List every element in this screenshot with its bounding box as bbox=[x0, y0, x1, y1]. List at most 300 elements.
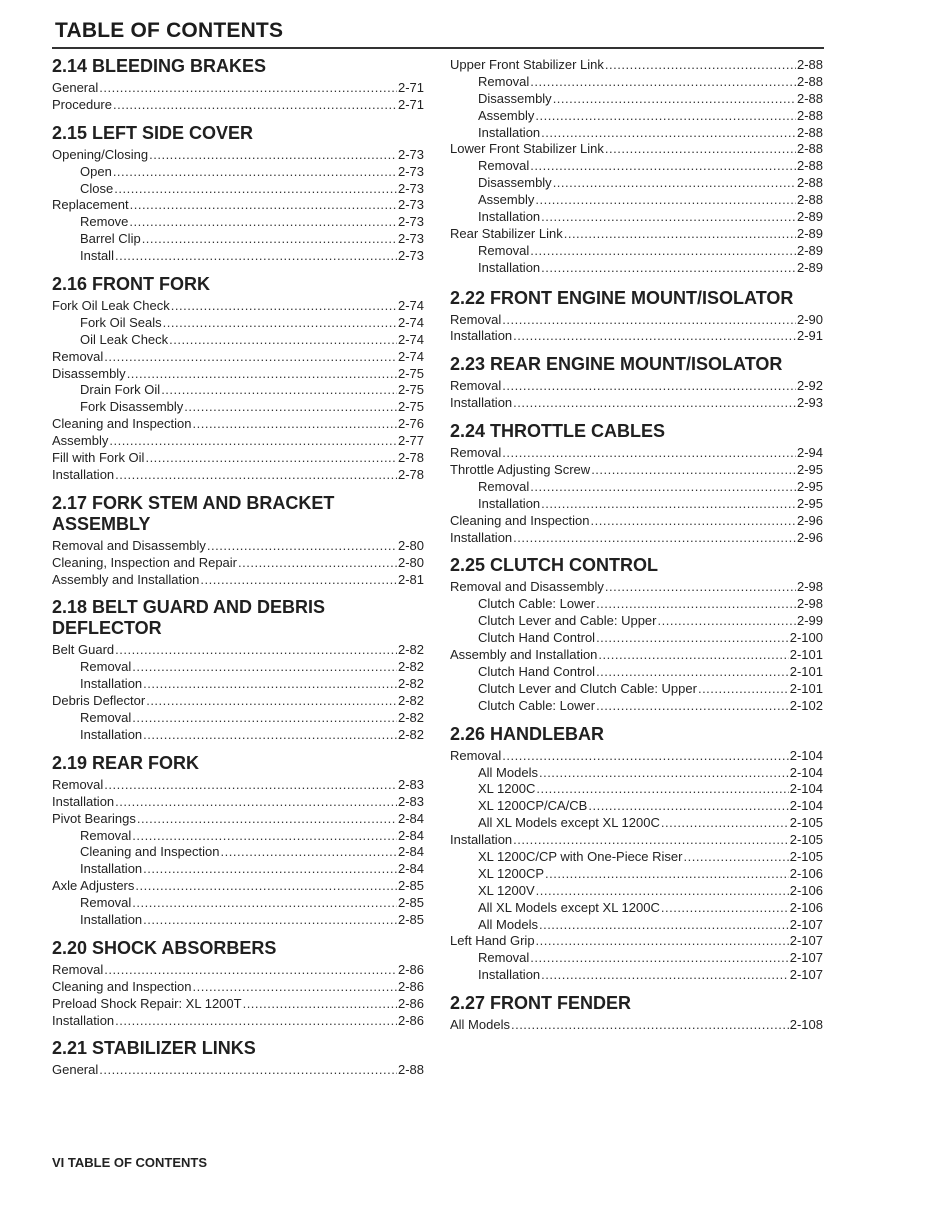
toc-entry[interactable] bbox=[450, 967, 823, 984]
toc-entry-page: 2-107 bbox=[789, 933, 823, 949]
section-heading: 2.23 REAR ENGINE MOUNT/ISOLATOR bbox=[450, 354, 783, 375]
toc-entry[interactable] bbox=[450, 866, 823, 883]
toc-entry[interactable] bbox=[450, 933, 823, 950]
toc-entry-title: Oil Leak Check bbox=[80, 331, 169, 347]
dot-leader bbox=[99, 80, 397, 97]
toc-entry-title: XL 1200C/CP with One-Piece Riser bbox=[478, 848, 683, 864]
dot-leader bbox=[132, 828, 397, 845]
toc-entry-page: 2-83 bbox=[397, 793, 424, 809]
toc-entry[interactable] bbox=[450, 698, 823, 715]
dot-leader bbox=[553, 175, 796, 192]
toc-entry[interactable] bbox=[450, 765, 823, 782]
toc-section-2-26-handlebar bbox=[450, 724, 823, 984]
toc-entry-page: 2-78 bbox=[397, 466, 424, 482]
toc-entry-page: 2-88 bbox=[796, 141, 823, 157]
toc-entry-page: 2-81 bbox=[397, 571, 424, 587]
toc-entry-page: 2-78 bbox=[397, 450, 424, 466]
toc-entry-page: 2-93 bbox=[796, 395, 823, 411]
toc-entry[interactable] bbox=[52, 676, 424, 693]
toc-entry[interactable] bbox=[450, 496, 823, 513]
section-heading: 2.20 SHOCK ABSORBERS bbox=[52, 937, 277, 958]
toc-entry-page: 2-75 bbox=[397, 382, 424, 398]
toc-entry-page: 2-74 bbox=[397, 298, 424, 314]
toc-entry[interactable] bbox=[52, 811, 424, 828]
toc-entry[interactable] bbox=[52, 382, 424, 399]
toc-entry-page: 2-76 bbox=[397, 416, 424, 432]
dot-leader bbox=[143, 727, 397, 744]
dot-leader bbox=[243, 996, 397, 1013]
toc-entry[interactable] bbox=[450, 479, 823, 496]
toc-entry-page: 2-74 bbox=[397, 348, 424, 364]
toc-entry-title: Cleaning and Inspection bbox=[80, 844, 220, 860]
dot-leader bbox=[598, 647, 788, 664]
toc-entry-title: Replacement bbox=[52, 197, 129, 213]
section-heading: 2.22 FRONT ENGINE MOUNT/ISOLATOR bbox=[450, 287, 794, 308]
toc-entry-page: 2-74 bbox=[397, 314, 424, 330]
toc-entry[interactable] bbox=[52, 450, 424, 467]
toc-entry[interactable] bbox=[52, 97, 424, 114]
toc-entry-page: 2-86 bbox=[397, 961, 424, 977]
toc-entry-title: Fork Oil Leak Check bbox=[52, 298, 170, 314]
dot-leader bbox=[163, 315, 397, 332]
toc-entry-title: Removal and Disassembly bbox=[450, 579, 604, 595]
dot-leader bbox=[502, 378, 796, 395]
toc-entry[interactable] bbox=[52, 693, 424, 710]
toc-entry-title: Removal bbox=[478, 478, 530, 494]
toc-entry-title: Disassembly bbox=[478, 175, 552, 191]
toc-entry[interactable] bbox=[450, 950, 823, 967]
toc-entry[interactable] bbox=[450, 445, 823, 462]
toc-entry[interactable] bbox=[52, 996, 424, 1013]
toc-section-2-20-shock-absorbers bbox=[52, 938, 424, 1030]
toc-entry[interactable] bbox=[450, 158, 823, 175]
toc-entry[interactable] bbox=[52, 181, 424, 198]
toc-entry[interactable] bbox=[450, 125, 823, 142]
toc-entry-page: 2-88 bbox=[796, 107, 823, 123]
toc-entry[interactable] bbox=[450, 849, 823, 866]
toc-entry-title: Removal bbox=[450, 311, 502, 327]
toc-entry[interactable] bbox=[52, 467, 424, 484]
toc-entry-title: Preload Shock Repair: XL 1200T bbox=[52, 995, 242, 1011]
toc-entry-page: 2-107 bbox=[789, 950, 823, 966]
toc-entry[interactable] bbox=[52, 399, 424, 416]
toc-entry-title: Removal bbox=[450, 378, 502, 394]
toc-section-2-19-rear-fork bbox=[52, 753, 424, 929]
toc-entry-title: Upper Front Stabilizer Link bbox=[450, 57, 604, 72]
toc-entry[interactable] bbox=[450, 613, 823, 630]
toc-entry-title: Installation bbox=[450, 832, 513, 848]
toc-entry[interactable] bbox=[450, 664, 823, 681]
toc-entry-title: Lower Front Stabilizer Link bbox=[450, 141, 604, 157]
toc-section-2-18-belt-guard-and-debris-deflector bbox=[52, 597, 424, 743]
toc-entry[interactable] bbox=[52, 912, 424, 929]
toc-entry-title: Install bbox=[80, 248, 114, 264]
toc-entry[interactable] bbox=[52, 248, 424, 265]
toc-entry-title: Installation bbox=[52, 793, 115, 809]
dot-leader bbox=[539, 765, 789, 782]
toc-entry[interactable] bbox=[52, 1062, 424, 1079]
dot-leader bbox=[115, 467, 397, 484]
toc-entry-page: 2-84 bbox=[397, 827, 424, 843]
toc-entry[interactable] bbox=[450, 378, 823, 395]
toc-entry[interactable] bbox=[52, 878, 424, 895]
toc-entry[interactable] bbox=[450, 579, 823, 596]
toc-entry-page: 2-96 bbox=[796, 529, 823, 545]
toc-entry-title: Removal bbox=[478, 950, 530, 966]
toc-entry[interactable] bbox=[450, 681, 823, 698]
dot-leader bbox=[530, 74, 796, 91]
toc-entry-page: 2-88 bbox=[796, 57, 823, 72]
dot-leader bbox=[502, 748, 788, 765]
toc-entry-title: Installation bbox=[450, 529, 513, 545]
toc-entry-page: 2-99 bbox=[796, 613, 823, 629]
toc-entry-page: 2-86 bbox=[397, 1012, 424, 1028]
toc-entry[interactable] bbox=[450, 243, 823, 260]
toc-entry-title: Belt Guard bbox=[52, 642, 115, 658]
toc-entry-page: 2-86 bbox=[397, 995, 424, 1011]
dot-leader bbox=[115, 248, 397, 265]
toc-entry-page: 2-82 bbox=[397, 676, 424, 692]
toc-entry[interactable] bbox=[52, 433, 424, 450]
dot-leader bbox=[661, 815, 789, 832]
toc-entry-title: Throttle Adjusting Screw bbox=[450, 462, 591, 478]
toc-entry-page: 2-104 bbox=[789, 764, 823, 780]
toc-entry[interactable] bbox=[52, 231, 424, 248]
toc-entry-title: Installation bbox=[52, 466, 115, 482]
page-footer: VI TABLE OF CONTENTS bbox=[52, 1155, 208, 1170]
dot-leader bbox=[541, 496, 796, 513]
toc-entry-page: 2-101 bbox=[789, 680, 823, 696]
toc-entry-title: All Models bbox=[478, 916, 538, 932]
dot-leader bbox=[184, 399, 397, 416]
toc-entry[interactable] bbox=[52, 80, 424, 97]
dot-leader bbox=[545, 866, 789, 883]
toc-entry[interactable] bbox=[450, 312, 823, 329]
toc-entry-title: XL 1200CP/CA/CB bbox=[478, 798, 588, 814]
toc-entry-title: Clutch Lever and Clutch Cable: Upper bbox=[478, 680, 697, 696]
toc-section-2-24-throttle-cables bbox=[450, 421, 823, 546]
toc-entry-title: All XL Models except XL 1200C bbox=[478, 815, 660, 831]
dot-leader bbox=[541, 209, 796, 226]
toc-entry-title: Removal and Disassembly bbox=[52, 537, 206, 553]
toc-entry[interactable] bbox=[52, 349, 424, 366]
toc-entry-title: Installation bbox=[80, 676, 143, 692]
toc-entry-page: 2-105 bbox=[789, 832, 823, 848]
dot-leader bbox=[149, 147, 397, 164]
dot-leader bbox=[513, 395, 796, 412]
toc-entry-page: 2-85 bbox=[397, 878, 424, 894]
toc-entry[interactable] bbox=[450, 815, 823, 832]
dot-leader bbox=[142, 231, 397, 248]
dot-leader bbox=[661, 900, 789, 917]
toc-entry-title: Removal bbox=[450, 445, 502, 461]
toc-entry[interactable] bbox=[450, 781, 823, 798]
toc-entry-page: 2-86 bbox=[397, 978, 424, 994]
title-divider bbox=[52, 47, 824, 49]
toc-entry-title: Installation bbox=[80, 726, 143, 742]
dot-leader bbox=[513, 530, 796, 547]
dot-leader bbox=[132, 895, 397, 912]
toc-entry[interactable] bbox=[450, 1017, 823, 1034]
toc-entry-page: 2-84 bbox=[397, 810, 424, 826]
toc-entry-title: Pivot Bearings bbox=[52, 810, 136, 826]
toc-entry-page: 2-75 bbox=[397, 365, 424, 381]
dot-leader bbox=[683, 849, 788, 866]
toc-entry-page: 2-95 bbox=[796, 462, 823, 478]
toc-entry-title: Removal bbox=[478, 158, 530, 174]
toc-section-2-25-clutch-control bbox=[450, 555, 823, 714]
toc-entry[interactable] bbox=[450, 832, 823, 849]
toc-entry-title: Assembly and Installation bbox=[450, 647, 598, 663]
toc-entry[interactable] bbox=[52, 861, 424, 878]
toc-entry-title: Removal bbox=[52, 348, 104, 364]
toc-entry[interactable] bbox=[52, 979, 424, 996]
section-heading: 2.18 BELT GUARD AND DEBRIS DEFLECTOR bbox=[52, 597, 326, 639]
toc-entry[interactable] bbox=[450, 175, 823, 192]
toc-entry[interactable] bbox=[450, 917, 823, 934]
toc-entry-page: 2-106 bbox=[789, 899, 823, 915]
toc-entry-page: 2-89 bbox=[796, 209, 823, 225]
toc-entry[interactable] bbox=[450, 328, 823, 345]
toc-entry[interactable] bbox=[52, 555, 424, 572]
toc-entry[interactable] bbox=[450, 395, 823, 412]
toc-entry-page: 2-106 bbox=[789, 865, 823, 881]
toc-entry-page: 2-73 bbox=[397, 180, 424, 196]
toc-entry-title: Cleaning, Inspection and Repair bbox=[52, 554, 238, 570]
toc-entry-title: Disassembly bbox=[52, 365, 126, 381]
toc-entry-title: Removal bbox=[80, 827, 132, 843]
toc-entry[interactable] bbox=[450, 209, 823, 226]
toc-section-2-17-fork-stem-and-bracket-assembly bbox=[52, 493, 424, 589]
toc-entry-title: All Models bbox=[478, 764, 538, 780]
section-heading: 2.17 FORK STEM AND BRACKET ASSEMBLY bbox=[52, 492, 335, 534]
toc-entry-page: 2-73 bbox=[397, 248, 424, 264]
toc-entry-title: Installation bbox=[52, 1012, 115, 1028]
dot-leader bbox=[513, 832, 789, 849]
toc-entry-title: Removal bbox=[52, 961, 104, 977]
toc-entry[interactable] bbox=[52, 794, 424, 811]
toc-entry[interactable] bbox=[450, 883, 823, 900]
dot-leader bbox=[539, 917, 789, 934]
toc-entry-page: 2-104 bbox=[789, 747, 823, 763]
toc-entry-page: 2-84 bbox=[397, 844, 424, 860]
toc-entry[interactable] bbox=[450, 513, 823, 530]
toc-entry-page: 2-96 bbox=[796, 512, 823, 528]
toc-entry[interactable] bbox=[450, 141, 823, 158]
dot-leader bbox=[161, 382, 397, 399]
dot-leader bbox=[143, 861, 397, 878]
toc-entry[interactable] bbox=[52, 332, 424, 349]
toc-entry-title: Installation bbox=[478, 967, 541, 983]
toc-entry[interactable] bbox=[52, 828, 424, 845]
toc-entry-page: 2-74 bbox=[397, 331, 424, 347]
dot-leader bbox=[605, 141, 796, 158]
dot-leader bbox=[502, 312, 796, 329]
toc-entry-title: Fill with Fork Oil bbox=[52, 450, 145, 466]
toc-entry[interactable] bbox=[450, 108, 823, 125]
toc-entry-title: Assembly and Installation bbox=[52, 571, 200, 587]
dot-leader bbox=[207, 538, 397, 555]
dot-leader bbox=[605, 57, 796, 74]
dot-leader bbox=[221, 844, 397, 861]
toc-entry-page: 2-89 bbox=[796, 242, 823, 258]
toc-entry[interactable] bbox=[52, 642, 424, 659]
toc-entry[interactable] bbox=[450, 630, 823, 647]
dot-leader bbox=[541, 967, 789, 984]
toc-entry[interactable] bbox=[52, 197, 424, 214]
toc-entry-title: Removal bbox=[478, 73, 530, 89]
dot-leader bbox=[113, 97, 397, 114]
toc-entry-page: 2-90 bbox=[796, 311, 823, 327]
toc-entry[interactable] bbox=[450, 647, 823, 664]
toc-entry[interactable] bbox=[450, 596, 823, 613]
toc-entry[interactable] bbox=[450, 530, 823, 547]
toc-entry-title: General bbox=[52, 1062, 99, 1078]
toc-entry-title: Assembly bbox=[478, 192, 535, 208]
toc-entry-title: Cleaning and Inspection bbox=[52, 978, 192, 994]
toc-entry[interactable] bbox=[52, 298, 424, 315]
toc-entry[interactable] bbox=[52, 659, 424, 676]
toc-entry-page: 2-88 bbox=[796, 175, 823, 191]
dot-leader bbox=[104, 777, 397, 794]
toc-entry-title: Fork Disassembly bbox=[80, 399, 184, 415]
toc-entry[interactable] bbox=[52, 777, 424, 794]
dot-leader bbox=[115, 794, 397, 811]
toc-entry[interactable] bbox=[450, 260, 823, 277]
toc-entry-title: Installation bbox=[478, 209, 541, 225]
toc-entry-title: Removal bbox=[478, 242, 530, 258]
toc-entry[interactable] bbox=[450, 74, 823, 91]
toc-entry-page: 2-107 bbox=[789, 916, 823, 932]
toc-entry-title: XL 1200V bbox=[478, 882, 535, 898]
dot-leader bbox=[238, 555, 397, 572]
toc-entry[interactable] bbox=[450, 462, 823, 479]
toc-entry[interactable] bbox=[52, 315, 424, 332]
toc-entry-title: Clutch Hand Control bbox=[478, 630, 596, 646]
toc-section-2-22-front-engine-mount-isolator bbox=[450, 288, 823, 346]
dot-leader bbox=[591, 462, 796, 479]
toc-entry[interactable] bbox=[450, 192, 823, 209]
dot-leader bbox=[530, 243, 796, 260]
dot-leader bbox=[513, 328, 796, 345]
dot-leader bbox=[171, 298, 397, 315]
toc-entry-title: Assembly bbox=[52, 433, 109, 449]
toc-entry-page: 2-104 bbox=[789, 781, 823, 797]
toc-entry-page: 2-80 bbox=[397, 554, 424, 570]
dot-leader bbox=[113, 164, 397, 181]
toc-entry[interactable] bbox=[52, 147, 424, 164]
dot-leader bbox=[99, 1062, 397, 1079]
toc-entry-page: 2-73 bbox=[397, 231, 424, 247]
toc-entry[interactable] bbox=[52, 164, 424, 181]
toc-entry-page: 2-105 bbox=[789, 848, 823, 864]
toc-entry[interactable] bbox=[52, 1013, 424, 1030]
toc-entry[interactable] bbox=[52, 844, 424, 861]
toc-entry-title: Clutch Cable: Lower bbox=[478, 596, 596, 612]
toc-entry[interactable] bbox=[450, 748, 823, 765]
toc-entry[interactable] bbox=[52, 710, 424, 727]
toc-section-2-23-rear-engine-mount-isolator bbox=[450, 354, 823, 412]
dot-leader bbox=[145, 450, 397, 467]
toc-entry[interactable] bbox=[450, 900, 823, 917]
toc-entry[interactable] bbox=[52, 416, 424, 433]
toc-entry-title: Axle Adjusters bbox=[52, 878, 135, 894]
dot-leader bbox=[115, 1013, 397, 1030]
toc-entry[interactable] bbox=[52, 962, 424, 979]
toc-entry[interactable] bbox=[450, 798, 823, 815]
toc-entry-page: 2-85 bbox=[397, 895, 424, 911]
toc-entry-page: 2-82 bbox=[397, 642, 424, 658]
dot-leader bbox=[114, 181, 397, 198]
toc-entry[interactable] bbox=[52, 895, 424, 912]
toc-entry[interactable] bbox=[52, 366, 424, 383]
dot-leader bbox=[137, 811, 397, 828]
toc-entry-page: 2-77 bbox=[397, 433, 424, 449]
toc-entry[interactable] bbox=[450, 57, 823, 74]
toc-entry-title: Clutch Hand Control bbox=[478, 663, 596, 679]
toc-entry-title: All Models bbox=[450, 1017, 510, 1033]
toc-entry-page: 2-98 bbox=[796, 596, 823, 612]
toc-entry-page: 2-88 bbox=[796, 158, 823, 174]
toc-entry-page: 2-107 bbox=[789, 967, 823, 983]
toc-section-2-14-bleeding-brakes bbox=[52, 56, 424, 114]
toc-entry-title: Removal bbox=[52, 776, 104, 792]
page-title: TABLE OF CONTENTS bbox=[55, 19, 284, 42]
dot-leader bbox=[658, 613, 796, 630]
toc-entry[interactable] bbox=[52, 538, 424, 555]
toc-entry[interactable] bbox=[52, 572, 424, 589]
toc-entry-title: Cleaning and Inspection bbox=[52, 416, 192, 432]
toc-entry-title: Assembly bbox=[478, 107, 535, 123]
toc-entry[interactable] bbox=[52, 727, 424, 744]
toc-entry-title: Left Hand Grip bbox=[450, 933, 535, 949]
toc-entry[interactable] bbox=[52, 214, 424, 231]
toc-entry-page: 2-108 bbox=[789, 1017, 823, 1033]
dot-leader bbox=[596, 596, 796, 613]
section-heading: 2.14 BLEEDING BRAKES bbox=[52, 56, 267, 76]
toc-entry-page: 2-95 bbox=[796, 495, 823, 511]
dot-leader bbox=[104, 349, 397, 366]
toc-entry-title: XL 1200CP bbox=[478, 865, 545, 881]
toc-entry-title: Installation bbox=[450, 395, 513, 411]
toc-entry[interactable] bbox=[450, 226, 823, 243]
dot-leader bbox=[169, 332, 397, 349]
dot-leader bbox=[591, 513, 796, 530]
dot-leader bbox=[541, 125, 796, 142]
toc-entry-page: 2-84 bbox=[397, 861, 424, 877]
section-heading: 2.25 CLUTCH CONTROL bbox=[450, 555, 659, 576]
dot-leader bbox=[596, 698, 789, 715]
toc-entry-title: Installation bbox=[478, 124, 541, 140]
dot-leader bbox=[135, 878, 397, 895]
toc-entry-page: 2-85 bbox=[397, 911, 424, 927]
section-heading: 2.27 FRONT FENDER bbox=[450, 993, 632, 1014]
toc-right-column bbox=[450, 57, 823, 1034]
toc-entry-page: 2-83 bbox=[397, 776, 424, 792]
toc-entry-page: 2-89 bbox=[796, 259, 823, 275]
toc-entry-title: Installation bbox=[478, 259, 541, 275]
toc-entry-page: 2-73 bbox=[397, 214, 424, 230]
dot-leader bbox=[596, 664, 789, 681]
toc-entry-page: 2-88 bbox=[397, 1062, 424, 1078]
toc-entry-page: 2-88 bbox=[796, 73, 823, 89]
toc-entry-page: 2-73 bbox=[397, 163, 424, 179]
dot-leader bbox=[132, 659, 397, 676]
section-heading: 2.21 STABILIZER LINKS bbox=[52, 1038, 256, 1059]
dot-leader bbox=[109, 433, 397, 450]
dot-leader bbox=[605, 579, 796, 596]
toc-entry[interactable] bbox=[450, 91, 823, 108]
